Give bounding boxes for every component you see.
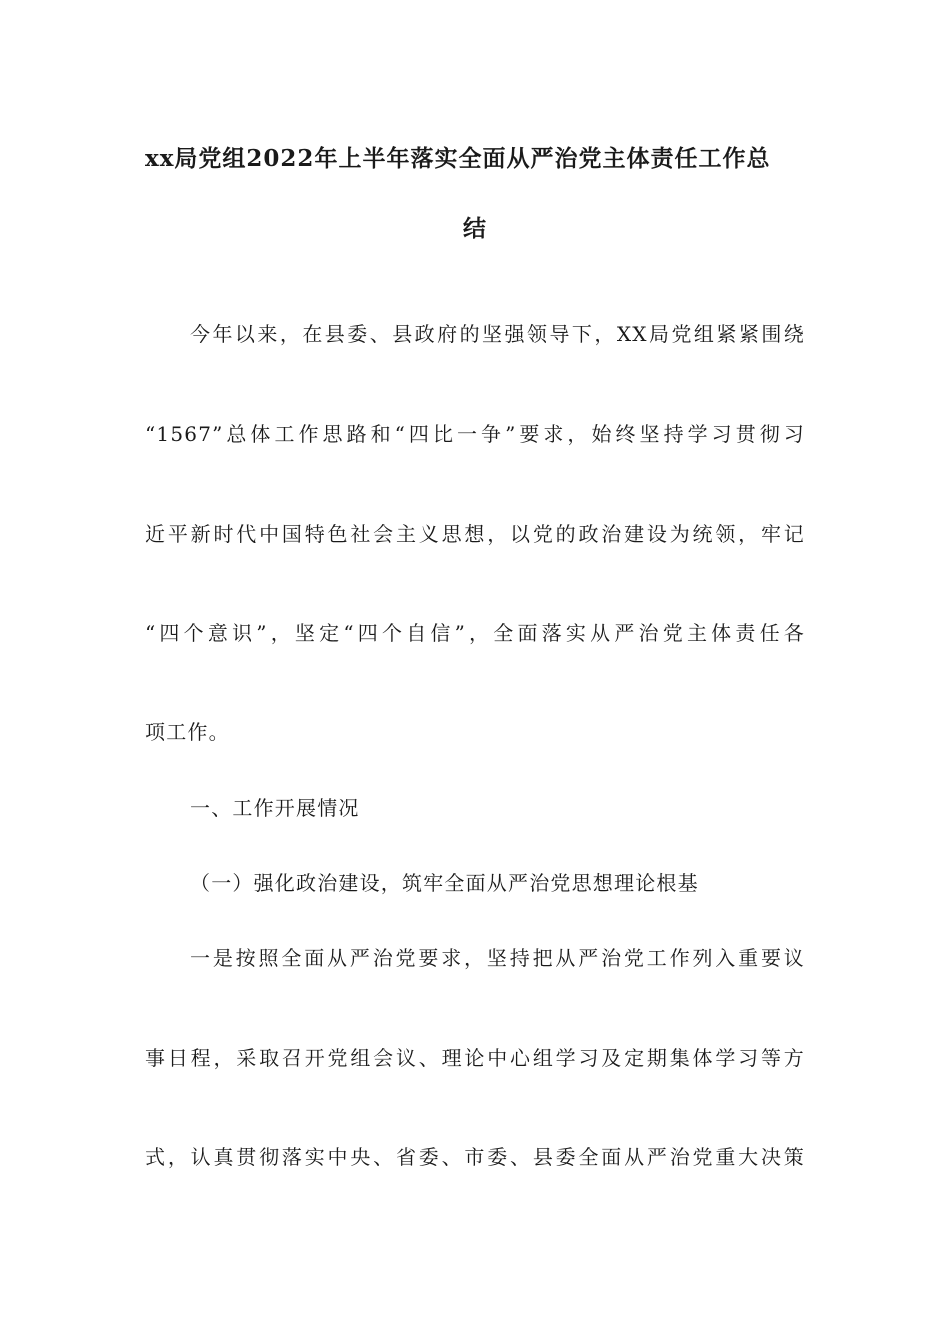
- intro-line-3: 近平新时代中国特色社会主义思想，以党的政治建设为统领，牢记: [145, 522, 805, 546]
- intro-line-5: 项工作。: [145, 720, 230, 744]
- subsection-heading: （一）强化政治建设，筑牢全面从严治党思想理论根基: [190, 871, 699, 895]
- point-one-line-1: 一是按照全面从严治党要求，坚持把从严治党工作列入重要议: [190, 946, 805, 970]
- intro-line-4: “四个意识”，坚定“四个自信”，全面落实从严治党主体责任各: [145, 621, 805, 645]
- intro-line-2: “1567”总体工作思路和“四比一争”要求，始终坚持学习贯彻习: [145, 422, 805, 446]
- point-one-line-2: 事日程，采取召开党组会议、理论中心组学习及定期集体学习等方: [145, 1046, 805, 1070]
- point-one-line-3: 式，认真贯彻落实中央、省委、市委、县委全面从严治党重大决策: [145, 1145, 805, 1169]
- document-title-line-2: 结: [463, 215, 487, 242]
- section-heading: 一、工作开展情况: [190, 796, 360, 820]
- document-title-line-1: xx局党组2022年上半年落实全面从严治党主体责任工作总: [145, 145, 771, 172]
- intro-line-1: 今年以来，在县委、县政府的坚强领导下，XX局党组紧紧围绕: [190, 322, 805, 346]
